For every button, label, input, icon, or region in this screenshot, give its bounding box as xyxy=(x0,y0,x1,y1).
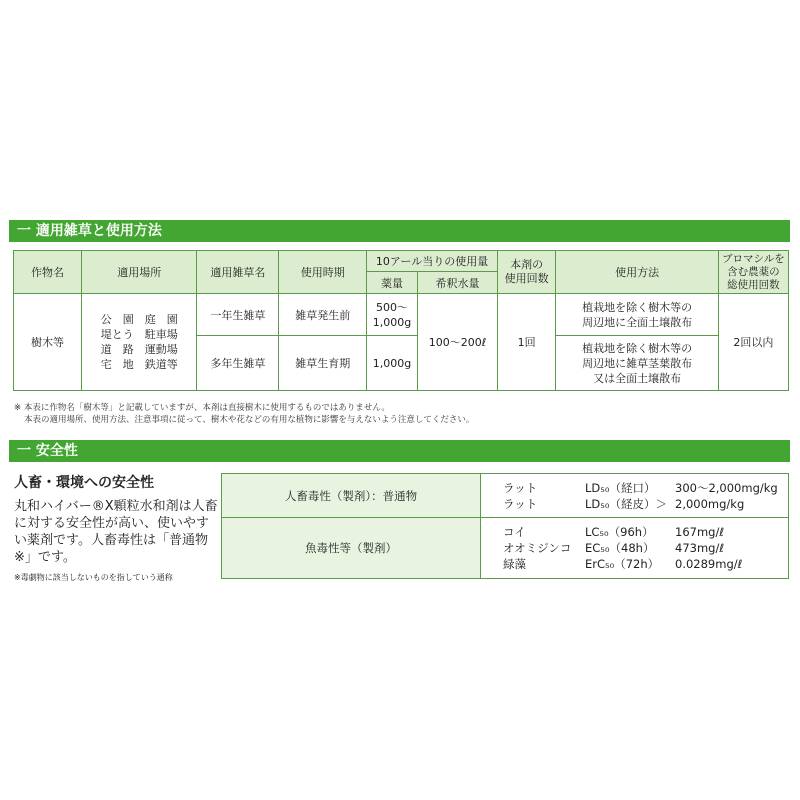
note-line: ※ 本表に作物名「樹木等」と記載していますが、本剤は直接樹木に使用するものではありません。 xyxy=(14,403,390,413)
header-method: 使用方法 xyxy=(556,251,719,294)
header-crop: 作物名 xyxy=(14,251,82,294)
tox-values-fish: コイ LC₅₀（96h） 167mg/ℓ オオミジンコ EC₅₀（48h） 473mg/ℓ 緑藻 ErC₅₀（72h） 0.0289mg/ℓ xyxy=(481,518,789,579)
header-weed: 適用雑草名 xyxy=(197,251,279,294)
method-cell: 植栽地を除く樹木等の 周辺地に全面土壌散布 xyxy=(556,294,719,336)
method-cell: 植栽地を除く樹木等の 周辺地に雑草茎葉散布 又は全面土壌散布 xyxy=(556,336,719,391)
tox-values-human: ラット LD₅₀（経口） 300～2,000mg/kg ラット LD₅₀（経皮）＞ 2,000mg/kg xyxy=(481,474,789,518)
header-count: 本剤の 使用回数 xyxy=(498,251,556,294)
safety-body: 丸和ハイバー®X顆粒水和剤は人畜に対する安全性が高い、使いやすい薬剤です。人畜毒性は「普通物※」です。 xyxy=(14,499,218,565)
header-timing: 使用時期 xyxy=(279,251,367,294)
tox-label-human: 人畜毒性（製剤）：普通物 xyxy=(222,474,481,518)
table-notes xyxy=(14,402,474,426)
header-dose: 薬量 xyxy=(367,272,418,294)
timing-cell: 雑草発生前 xyxy=(279,294,367,336)
safety-footnote: ※毒劇物に該当しないものを指していう通称 xyxy=(14,573,173,582)
header-per10a: 10アール当りの使用量 xyxy=(367,251,498,272)
note-line: 本表の適用場所、使用方法、注意事項に従って、樹木や花などの有用な植物に影響を与えないよう注意してください。 xyxy=(24,415,475,425)
header-place: 適用場所 xyxy=(82,251,197,294)
dose-cell: 500～ 1,000g xyxy=(367,294,418,336)
total-count-cell: 2回以内 xyxy=(718,294,788,391)
toxicity-table xyxy=(221,473,789,579)
header-water: 希釈水量 xyxy=(417,272,497,294)
safety-heading: 人畜・環境への安全性 xyxy=(14,475,154,491)
section-title-safety: 一 安全性 xyxy=(9,440,790,462)
weed-cell: 一年生雑草 xyxy=(197,294,279,336)
usage-table xyxy=(13,250,789,391)
section-title-usage: 一 適用雑草と使用方法 xyxy=(9,220,790,242)
weed-cell: 多年生雑草 xyxy=(197,336,279,391)
crop-cell: 樹木等 xyxy=(14,294,82,391)
header-bromacil: ブロマシルを 含む農薬の 総使用回数 xyxy=(718,251,788,294)
count-cell: 1回 xyxy=(498,294,556,391)
dose-cell: 1,000g xyxy=(367,336,418,391)
water-cell: 100～200ℓ xyxy=(417,294,497,391)
place-cell: 公 園 庭 園 堤とう 駐車場 道 路 運動場 宅 地 鉄道等 xyxy=(82,294,197,391)
tox-label-fish: 魚毒性等（製剤） xyxy=(222,518,481,579)
timing-cell: 雑草生育期 xyxy=(279,336,367,391)
